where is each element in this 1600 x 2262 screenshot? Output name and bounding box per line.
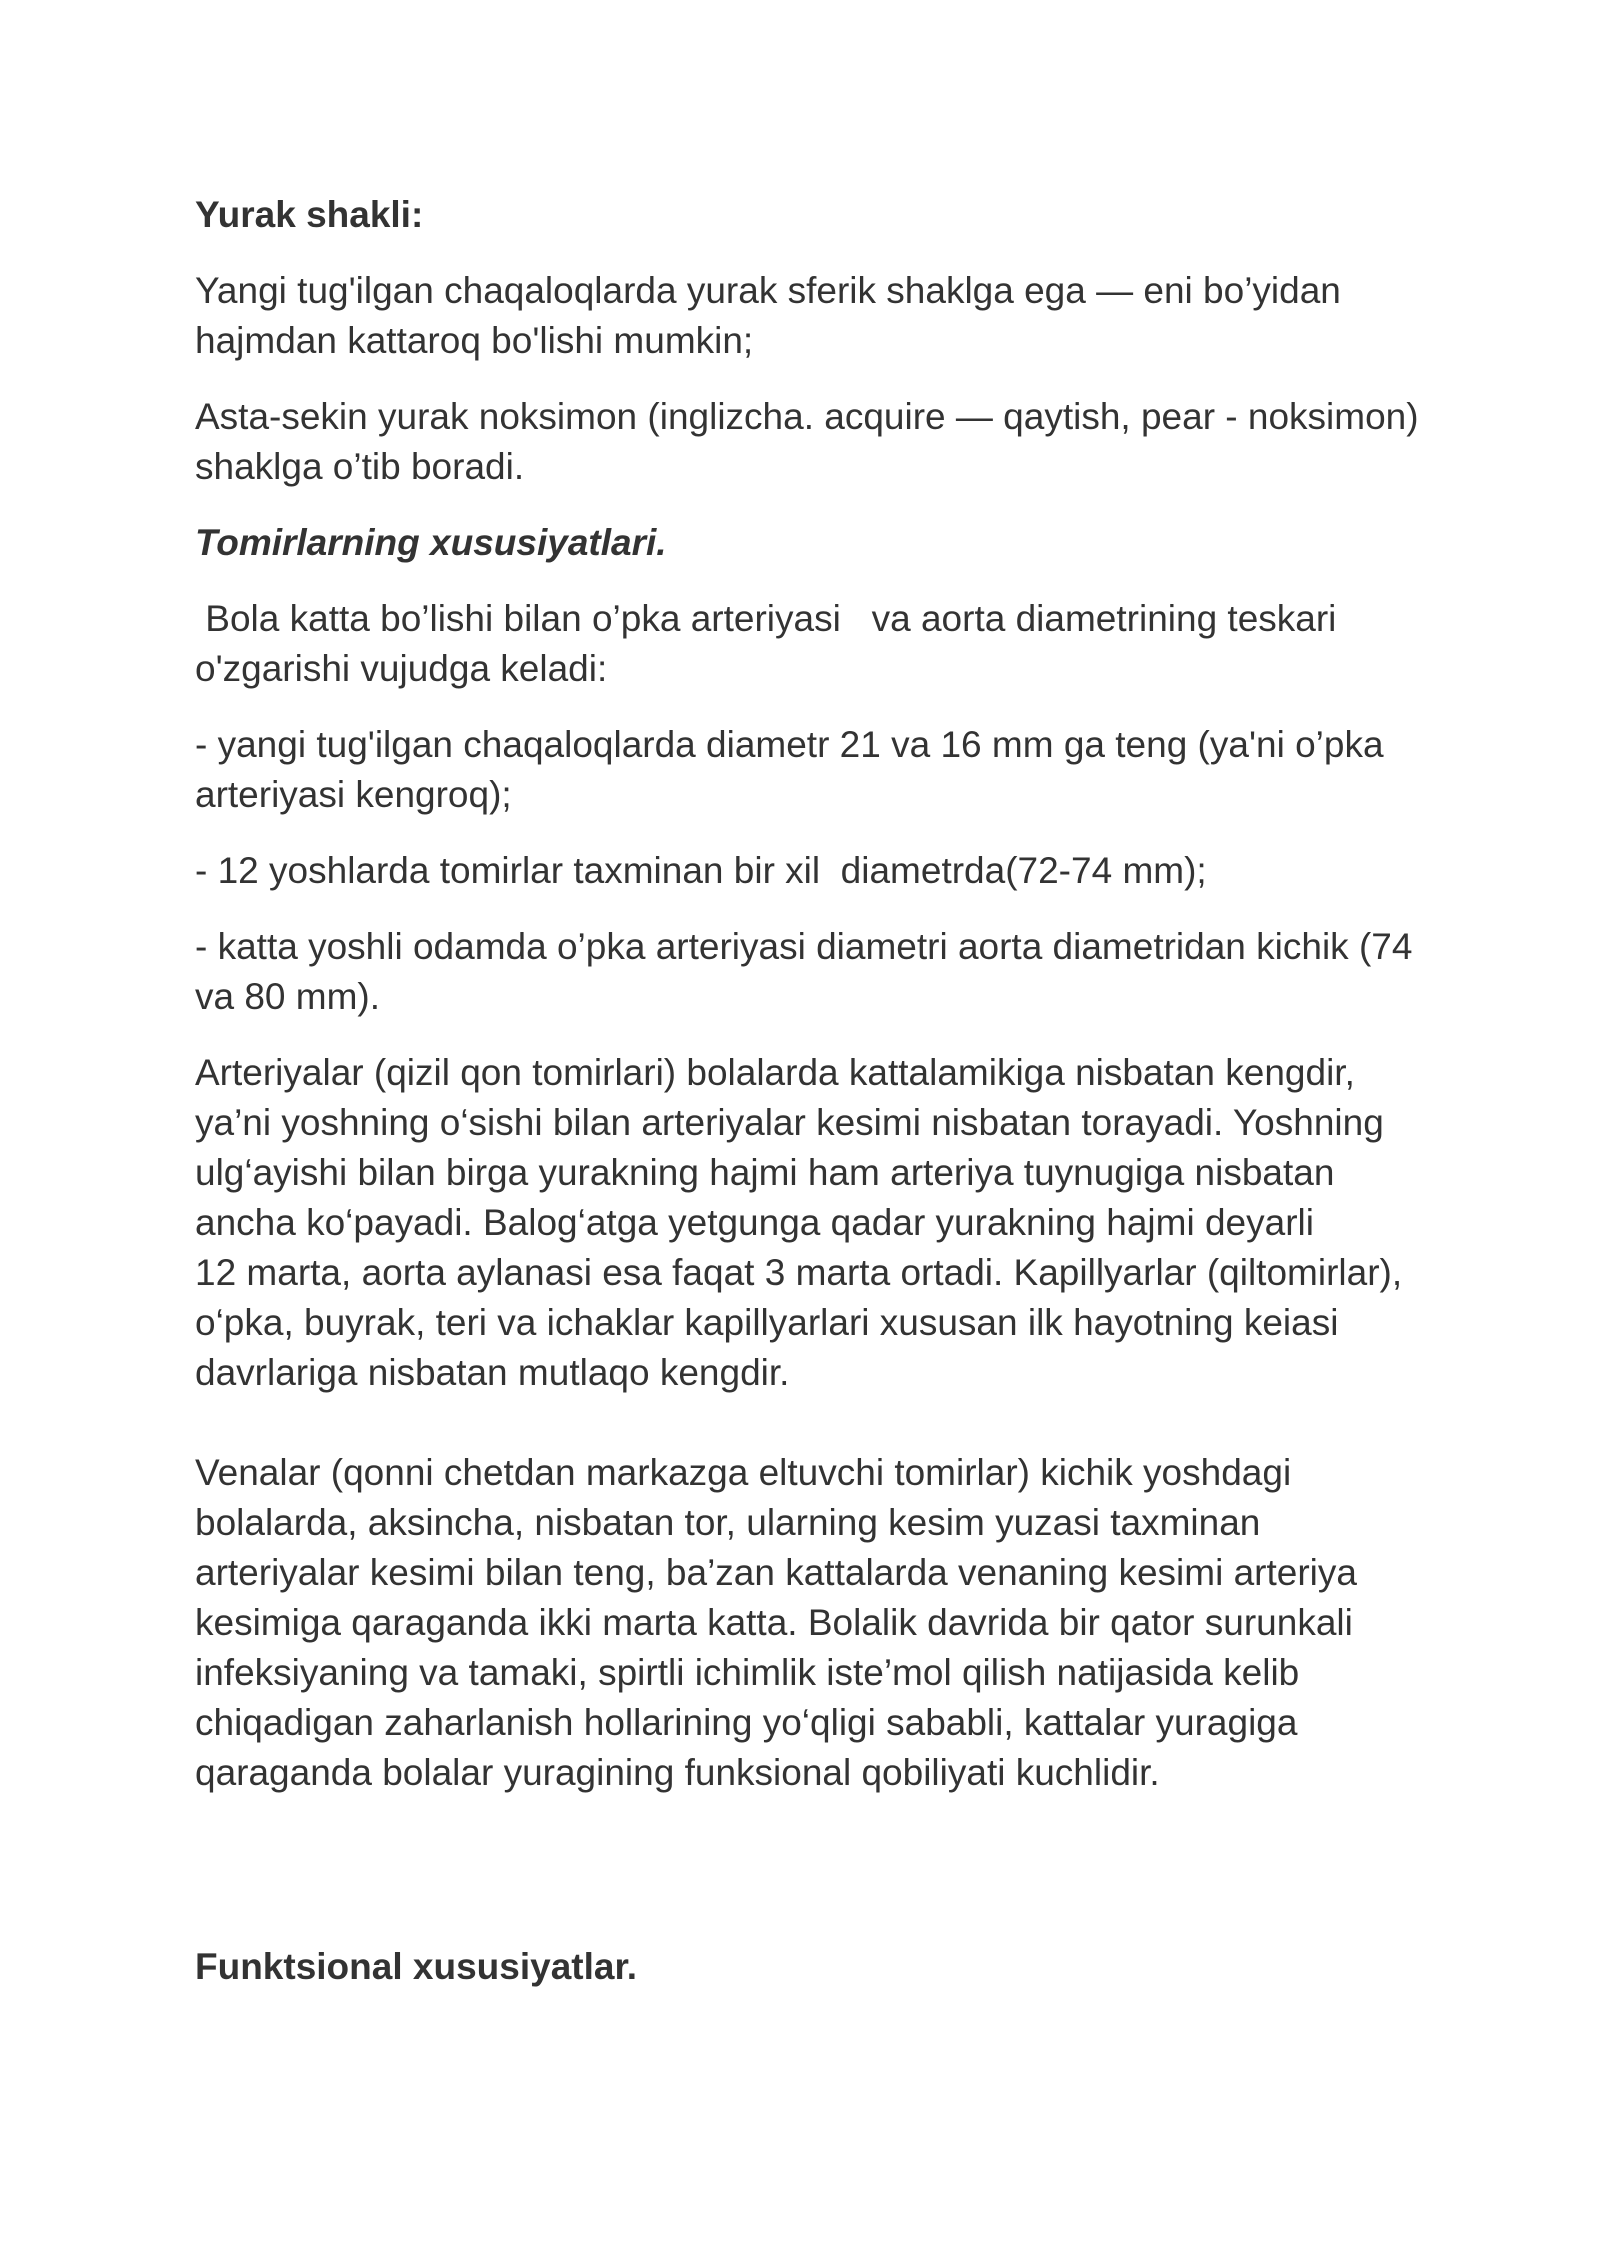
arteries-text-part1: Arteriyalar (qizil qon tomirlari) bolalarda kattalamikiga nisbatan kengdir, ya’ni yoshning o‘sishi bilan arteriyalar kesimi nisbatan torayadi. Yoshning ulg‘ayishi bilan birga yurakning hajmi ham arteriya tuynugiga nisbatan ancha ko‘payadi. Balog‘atga yetgunga qadar yurakning hajmi deyarli: [195, 1052, 1384, 1243]
list-item-12-years: - 12 yoshlarda tomirlar taxminan bir xil diametrda(72-74 mm);: [195, 850, 1207, 891]
list-item-newborn-diameter: - yangi tug'ilgan chaqaloqlarda diametr 21 va 16 mm ga teng (ya'ni o’pka arteriyasi kengroq);: [195, 724, 1384, 815]
heading-vessel-features: Tomirlarning xususiyatlari.: [195, 522, 667, 563]
paragraph-diameter-change: Bola katta bo’lishi bilan o’pka arteriyasi va aorta diametrining teskari o'zgarishi vujudga keladi:: [195, 598, 1347, 689]
heading-functional-features: Funktsional xususiyatlar.: [195, 1946, 638, 1987]
paragraph-pear-shape: Asta-sekin yurak noksimon (inglizcha. acquire — qaytish, pear - noksimon) shaklga o’tib boradi.: [195, 396, 1419, 487]
heading-heart-shape: Yurak shakli:: [195, 194, 424, 235]
arteries-text-part2: 12 marta, aorta aylanasi esa faqat 3 marta ortadi. Kapillyarlar (qiltomirlar), o‘pka, buyrak, teri va ichaklar kapillyarlari xususan ilk hayotning keiasi davrlariga nisbatan mutlaqo kengdir.: [195, 1252, 1403, 1393]
paragraph-arteries: [195, 1048, 1425, 1398]
document-body: [195, 190, 1425, 1824]
list-item-adult: - katta yoshli odamda o’pka arteriyasi diametri aorta diametridan kichik (74 va 80 mm).: [195, 926, 1413, 1017]
paragraph-newborn-heart: Yangi tug'ilgan chaqaloqlarda yurak sferik shaklga ega — eni bo’yidan hajmdan kattaroq bo'lishi mumkin;: [195, 270, 1341, 361]
paragraph-veins: Venalar (qonni chetdan markazga eltuvchi tomirlar) kichik yoshdagi bolalarda, aksincha, nisbatan tor, ularning kesim yuzasi taxminan arteriyalar kesimi bilan teng, ba’zan kattalarda venaning kesimi arteriya kesimiga qaraganda ikki marta katta. Bolalik davrida bir qator surunkali infeksiyaning va tamaki, spirtli ichimlik iste’mol qilish natijasida kelib chiqadigan zaharlanish hollarining yo‘qligi sababli, kattalar yuragiga qaraganda bolalar yuragining funksional qobiliyati kuchlidir.: [195, 1452, 1357, 1793]
